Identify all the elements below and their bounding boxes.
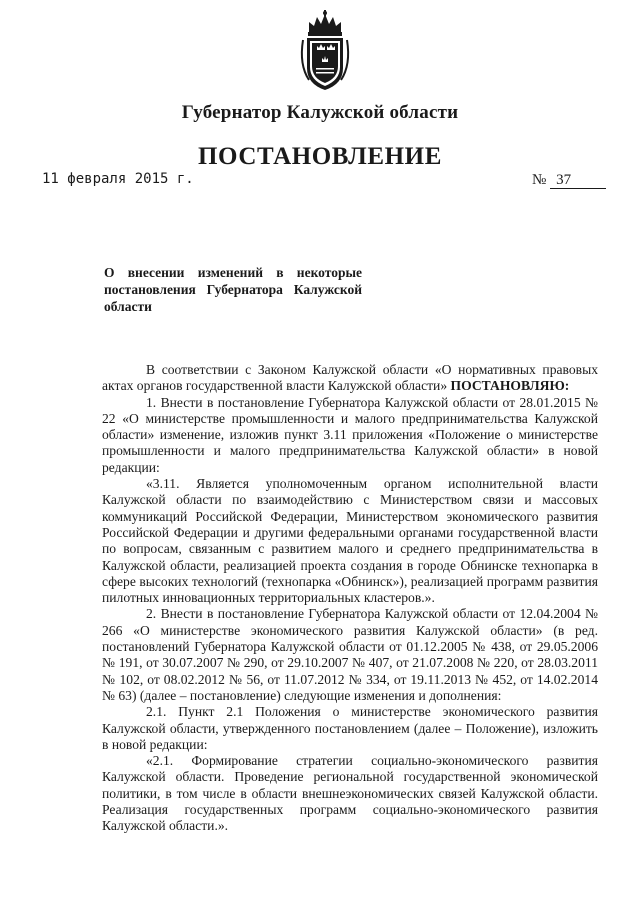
preamble-paragraph [102, 362, 598, 395]
clause-2-1-paragraph: 2.1. Пункт 2.1 Положения о министерстве экономического развития Калужской области, утвержденного постановлением (далее – Положение), изложить в новой редакции: [102, 704, 598, 752]
preamble-text: В соответствии с Законом Калужской области «О нормативных правовых актах органов государственной власти Калужской области» [102, 362, 598, 394]
clause-1-paragraph: 1. Внести в постановление Губернатора Калужской области от 28.01.2015 № 22 «О министерстве промышленности и малого предпринимательства Калужской области» изменение, изложив пункт 3.11 приложения «Положение о министерстве промышленности и малого предпринимательства Калужской области» в новой редакции: [102, 394, 598, 475]
clause-3-11-text: «3.11. Является уполномоченным органом исполнительной власти Калужской области по взаимодействию с Министерством связи и массовых коммуникаций Российской Федерации, Министерством экономического развития Российской Федерации и другими федеральными органами государственной власти по вопросам, связанным с развитием малого и среднего предпринимательства в Калужской области, реализацией проекта создания в городе Обнинске технопарка в сфере высоких технологий (технопарка «Обнинск»), реализацией программ развития пилотных инновационных территориальных кластеров.». [102, 476, 598, 606]
document-date: 11 февраля 2015 г. [42, 171, 194, 187]
clause-2-paragraph: 2. Внести в постановление Губернатора Калужской области от 12.04.2004 № 266 «О министерстве экономического развития Калужской области» (в ред. постановлений Губернатора Калужской области от 01.12.2005 № 438, от 29.05.2006 № 191, от 30.07.2007 № 290, от 29.10.2007 № 407, от 21.07.2008 № 220, от 28.03.2011 № 102, от 08.02.2012 № 56, от 11.07.2012 № 334, от 19.11.2013 № 452, от 14.02.2014 № 63) (далее – постановление) следующие изменения и дополнения: [102, 606, 598, 703]
document-type-heading: ПОСТАНОВЛЕНИЕ [197, 143, 443, 170]
resolve-keyword: ПОСТАНОВЛЯЮ: [450, 378, 570, 394]
number-value: 37 [550, 173, 606, 189]
document-body [102, 362, 598, 835]
document-subject: О внесении изменений в некоторые постановления Губернатора Калужской области [104, 265, 362, 314]
coat-of-arms-emblem [295, 10, 355, 94]
clause-2-1-new-text: «2.1. Формирование стратегии социально-экономического развития Калужской области. Проведение региональной государственной экономической политики, в том числе в области внешнеэкономических связей Калужской области. Реализация государственных программ социально-экономического развития Калужской области.». [102, 753, 598, 834]
document-number [532, 172, 606, 189]
number-sign: № [532, 172, 547, 188]
issuer-title: Губернатор Калужской области [181, 102, 459, 123]
